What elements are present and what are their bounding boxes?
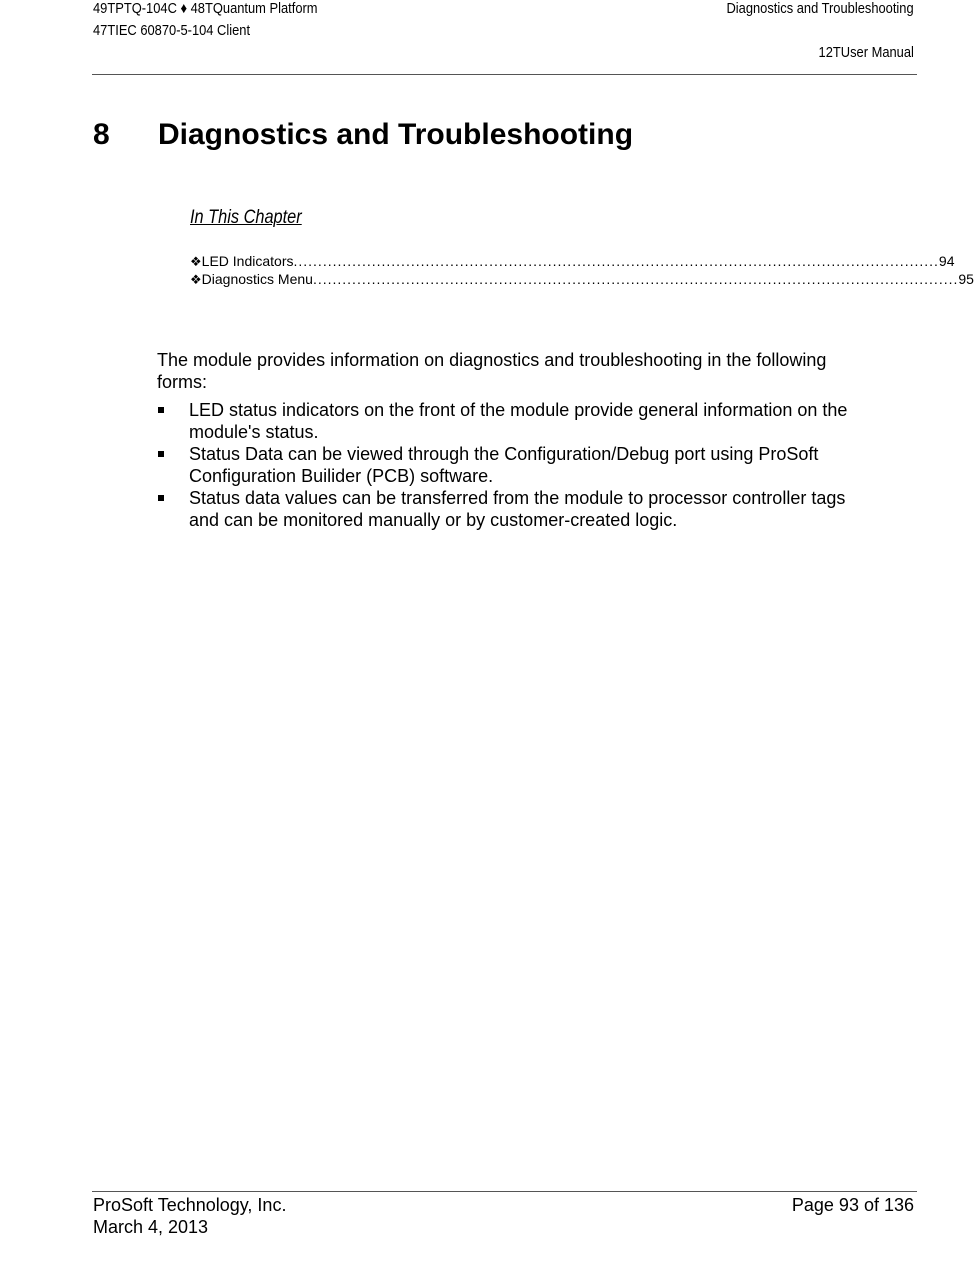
toc-entry-label: Diagnostics Menu xyxy=(201,271,313,287)
toc-entry-page: 95 xyxy=(958,271,974,287)
toc-entry-page: 94 xyxy=(938,253,955,269)
footer-company: ProSoft Technology, Inc. xyxy=(93,1195,287,1215)
list-item xyxy=(157,487,867,531)
chapter-number: 8 xyxy=(93,118,110,151)
list-item xyxy=(157,443,867,487)
footer-date: March 4, 2013 xyxy=(93,1217,209,1237)
square-bullet-icon xyxy=(158,451,164,457)
info-bullet-list xyxy=(157,399,867,531)
toc-leader-dots: .................................................................................................................................... xyxy=(312,271,959,287)
square-bullet-icon xyxy=(158,407,164,413)
list-item-text: Status Data can be viewed through the Configuration/Debug port using ProSoft Configuration Builider (PCB) software. xyxy=(189,444,819,486)
list-item xyxy=(157,399,867,443)
footer-page-number: Page 93 of 136 xyxy=(791,1195,914,1215)
header-rule xyxy=(92,74,917,75)
header-manual: 12TUser Manual xyxy=(818,44,914,61)
diamond-bullet-icon: ❖ xyxy=(190,254,202,269)
toc-leader-dots: .................................................................................................................................... xyxy=(293,253,939,269)
toc-entry[interactable] xyxy=(190,270,974,289)
toc-entry[interactable] xyxy=(190,252,955,271)
footer-rule xyxy=(92,1191,917,1192)
toc-entry-label: LED Indicators xyxy=(201,253,294,269)
list-item-text: LED status indicators on the front of the module provide general information on the module's status. xyxy=(189,400,848,442)
square-bullet-icon xyxy=(158,495,164,501)
header-section: Diagnostics and Troubleshooting xyxy=(726,0,914,17)
intro-paragraph: The module provides information on diagnostics and troubleshooting in the following forms: xyxy=(157,350,827,392)
header-product: 49TPTQ-104C ♦ 48TQuantum Platform xyxy=(93,0,318,17)
chapter-title: Diagnostics and Troubleshooting xyxy=(158,118,634,151)
diamond-bullet-icon: ❖ xyxy=(190,272,202,287)
header-subtitle: 47TIEC 60870-5-104 Client xyxy=(93,22,251,39)
in-this-chapter-heading: In This Chapter xyxy=(190,207,302,228)
list-item-text: Status data values can be transferred from the module to processor controller tags and can be monitored manually or by customer-created logic. xyxy=(189,488,846,530)
